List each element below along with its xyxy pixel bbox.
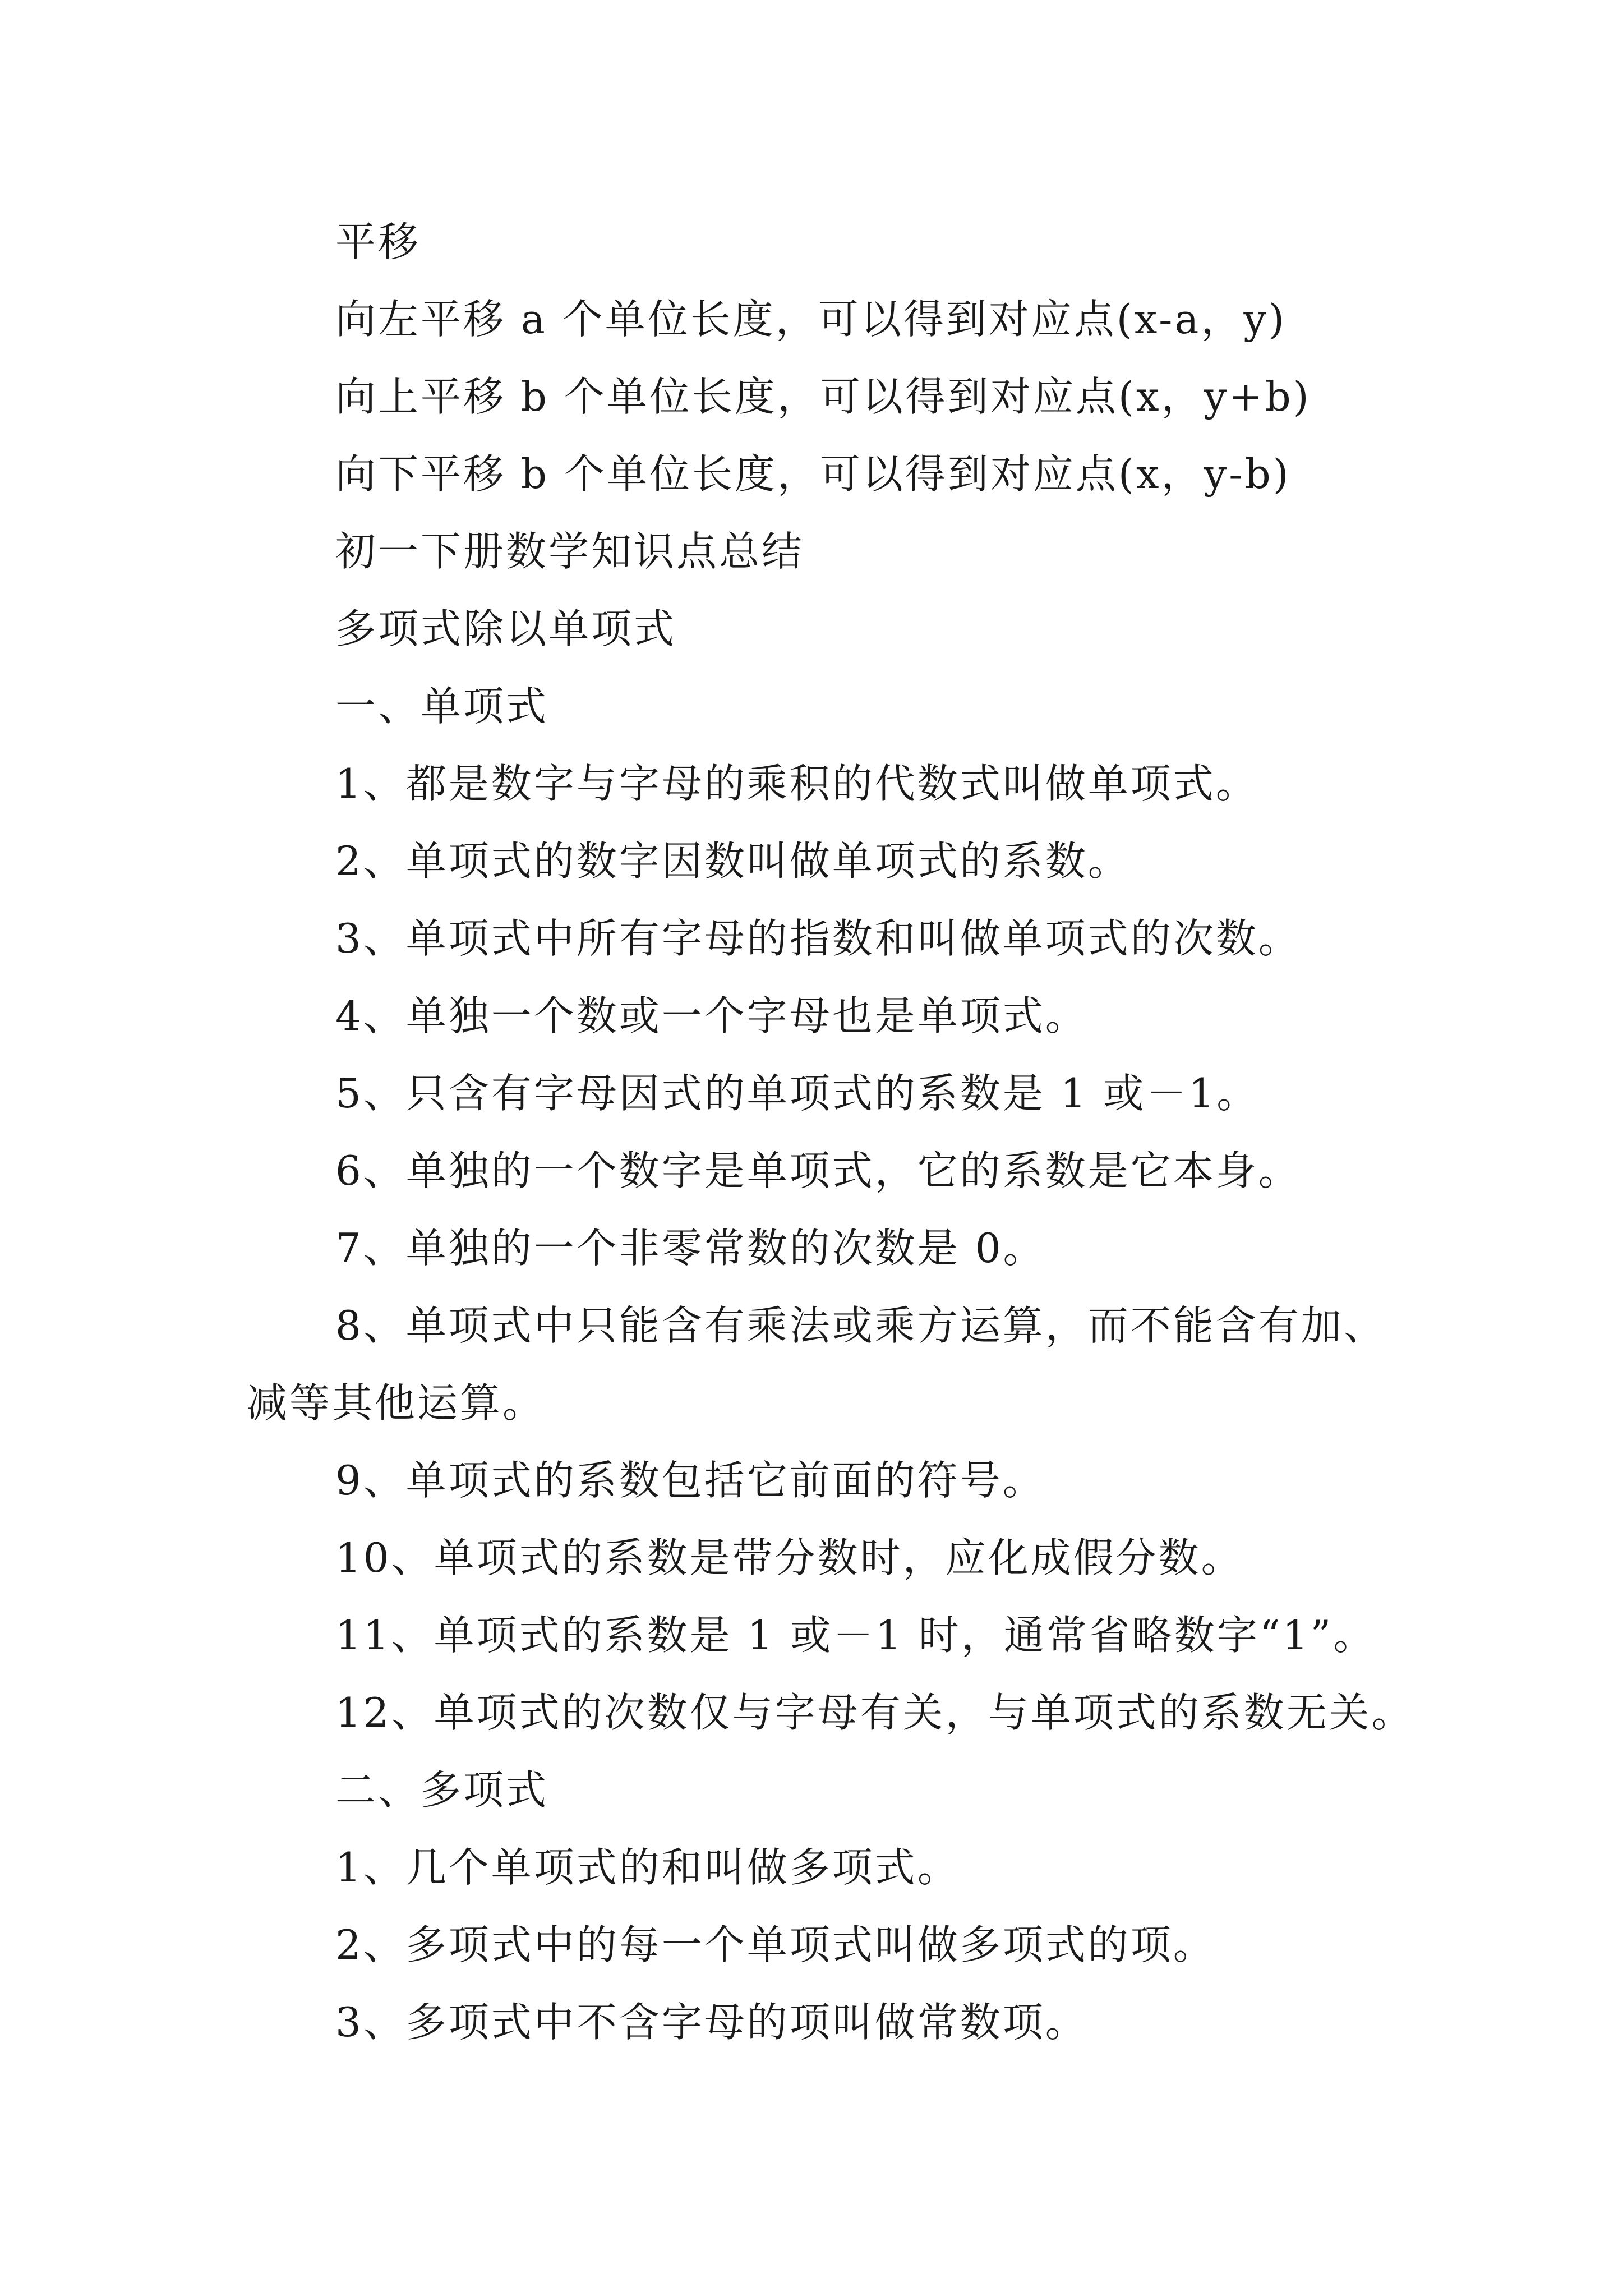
section-title: 初一下册数学知识点总结 — [335, 528, 805, 575]
list-item: 6、单独的一个数字是单项式，它的系数是它本身。 — [335, 1147, 1301, 1194]
list-item: 11、单项式的系数是 1 或－1 时，通常省略数字“1”。 — [335, 1612, 1376, 1659]
list-item: 2、单项式的数字因数叫做单项式的系数。 — [335, 838, 1131, 885]
section-heading-polynomial: 二、多项式 — [335, 1766, 549, 1814]
list-item: 7、单独的一个非零常数的次数是 0。 — [335, 1225, 1046, 1272]
list-item: 3、多项式中不含字母的项叫做常数项。 — [335, 1999, 1088, 2046]
list-item: 1、都是数字与字母的乘积的代数式叫做单项式。 — [335, 760, 1258, 807]
section-heading-monomial: 一、单项式 — [335, 683, 549, 730]
list-item: 9、单项式的系数包括它前面的符号。 — [335, 1457, 1045, 1504]
list-item: 5、只含有字母因式的单项式的系数是 1 或－1。 — [335, 1070, 1260, 1117]
list-item: 2、多项式中的每一个单项式叫做多项式的项。 — [335, 1921, 1216, 1968]
list-item: 12、单项式的次数仅与字母有关，与单项式的系数无关。 — [335, 1689, 1414, 1736]
text-line: 向下平移 b 个单位长度，可以得到对应点(x，y-b) — [335, 450, 1291, 498]
heading-translation: 平移 — [335, 218, 421, 265]
section-subtitle: 多项式除以单项式 — [335, 605, 677, 652]
list-item: 3、单项式中所有字母的指数和叫做单项式的次数。 — [335, 915, 1301, 962]
list-item: 1、几个单项式的和叫做多项式。 — [335, 1844, 960, 1891]
list-item: 10、单项式的系数是带分数时，应化成假分数。 — [335, 1534, 1244, 1581]
list-item: 4、单独一个数或一个字母也是单项式。 — [335, 992, 1088, 1039]
text-line: 向上平移 b 个单位长度，可以得到对应点(x，y+b) — [335, 373, 1311, 420]
list-item-wrapped: 8、单项式中只能含有乘法或乘方运算，而不能含有加、减等其他运算。 — [247, 1302, 1386, 1427]
text-line: 向左平移 a 个单位长度，可以得到对应点(x-a，y) — [335, 296, 1287, 343]
